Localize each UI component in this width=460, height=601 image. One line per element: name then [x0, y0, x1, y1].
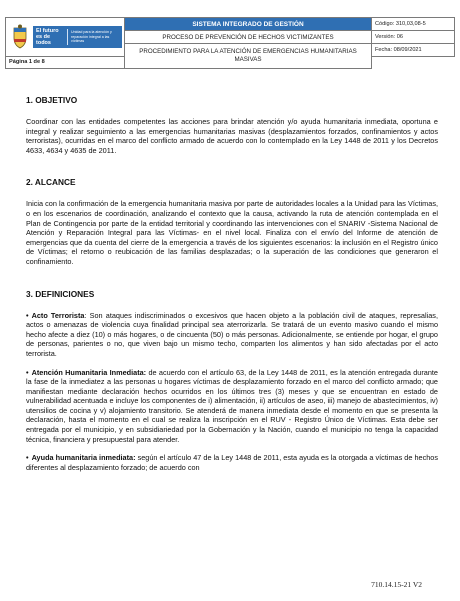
footer-form-code: 710.14.15-21 V2: [371, 580, 422, 589]
bullet-icon: •: [26, 453, 29, 463]
section-title-objetivo: 1. OBJETIVO: [26, 95, 78, 105]
definition-item: [26, 453, 438, 472]
coat-of-arms-icon: [10, 24, 30, 50]
definition-term: Acto Terrorista: [31, 310, 85, 320]
definition-term: Ayuda humanitaria inmediata:: [31, 453, 136, 463]
alcance-text: Inicia con la confirmación de la emergencia humanitaria masiva por parte de autoridades locales a la Unidad para las Víctimas, o en los escenarios de coordinación, analizando el contexto que la causa, activando la ruta de atención contemplada en el Plan de Contingencia por parte de la entidad territorial y coordinando las intervenciones con el SNARIV -Sistema Nacional de Atención y Reparación Integral para las Víctimas- en el nivel local. Finaliza con el envío del Informe de atención de emergencias que da cuenta del cierre de la emergencia a través de los siguientes escenarios: la inclusión en el Registro único de Víctimas; el retorno o reubicación de las familias desplazadas; o la superación de las condiciones que generaron el confinamiento.: [26, 199, 438, 266]
institution-logo: [6, 18, 124, 56]
document-date: Fecha: 08/09/2021: [372, 44, 455, 57]
document-header: [5, 17, 455, 69]
section-title-alcance: 2. ALCANCE: [26, 177, 76, 188]
brand-divider: [67, 29, 68, 45]
definition-item: [26, 368, 438, 445]
system-title: SISTEMA INTEGRADO DE GESTIÓN: [125, 18, 372, 31]
bullet-icon: •: [26, 367, 29, 377]
logo-cell: [6, 18, 125, 57]
page-number: Página 1 de 8: [6, 56, 125, 69]
bullet-icon: •: [26, 310, 29, 320]
government-brand-box: [33, 26, 122, 48]
document-code: Código: 310,03,08-5: [372, 18, 455, 31]
brand-entity-name: Unidad para la atención y reparación integral a las víctimas: [71, 30, 112, 43]
definition-text: : Son ataques indiscriminados o excesivos que hacen objeto a la población civil de ataques, represalias, actos o amenazas de violencia cuya finalidad principal sea aterrorizarla. Se tratará de un evento masivo cuando el mismo hecho afecte a diez (10) o más hogares, o de cincuenta (50) o más personas. Adicionalmente, se entiende por hogar, el grupo de personas, parientes o no, que viven bajo un mismo techo, comparten los alimentos y han sido afectadas por el acto terrorista.: [26, 310, 438, 358]
document-body: [26, 95, 438, 472]
definition-item: [26, 311, 438, 359]
procedure-name: PROCEDIMIENTO PARA LA ATENCIÓN DE EMERGENCIAS HUMANITARIAS MASIVAS: [125, 44, 372, 69]
process-name: PROCESO DE PREVENCIÓN DE HECHOS VICTIMIZANTES: [125, 31, 372, 44]
section-title-definiciones: 3. DEFINICIONES: [26, 288, 95, 299]
document-version: Versión: 06: [372, 31, 455, 44]
brand-slogan: El futuro es de todos: [36, 27, 59, 46]
definition-term: Atención Humanitaria Inmediata:: [31, 367, 147, 377]
objetivo-text: Coordinar con las entidades competentes las acciones para brindar atención y/o ayuda humanitaria inmediata, oportuna e integral y realizar seguimiento a las emergencias humanitarias masivas (desplazamientos forzados, confinamientos y actos terroristas), ocurridas en el marco del conflicto armado de acuerdo con lo contemplado en la Ley 1448 de 2011 y los Decretos 4633, 4634 y 4635 de 2011.: [26, 117, 438, 155]
definition-text: de acuerdo con el artículo 63, de la Ley 1448 de 2011, es la atención entregada durante la fase de la inmediatez a las personas u hogares víctimas de desplazamiento forzado en el marco del conflicto armado; que manifiestan mediante declaración hechos ocurridos en los últimos tres (3) meses y que se encuentran en estado de vulnerabilidad acentuada e incluye los componentes de i) alimentación, ii) artículos de aseo, iii) manejo de abastecimientos, iv) utensilios de cocina y v) alojamiento transitorio. Se atenderá de manera inmediata desde el momento en que se presenta la declaración, hasta el momento en el cual se realiza la inscripción en el RUV - Registro Único de Víctimas. Esta debe ser entregada por el municipio, y en subsidiariedad por la Gobernación y la Nación, cuando el municipio no tenga la capacidad técnica, financiera y presupuestal para atender.: [26, 367, 438, 444]
definition-text: según el artículo 47 de la Ley 1448 de 2011, esta ayuda es la otorgada a víctimas de hechos diferentes al desplazamiento forzado; de acuerdo con: [26, 453, 438, 472]
